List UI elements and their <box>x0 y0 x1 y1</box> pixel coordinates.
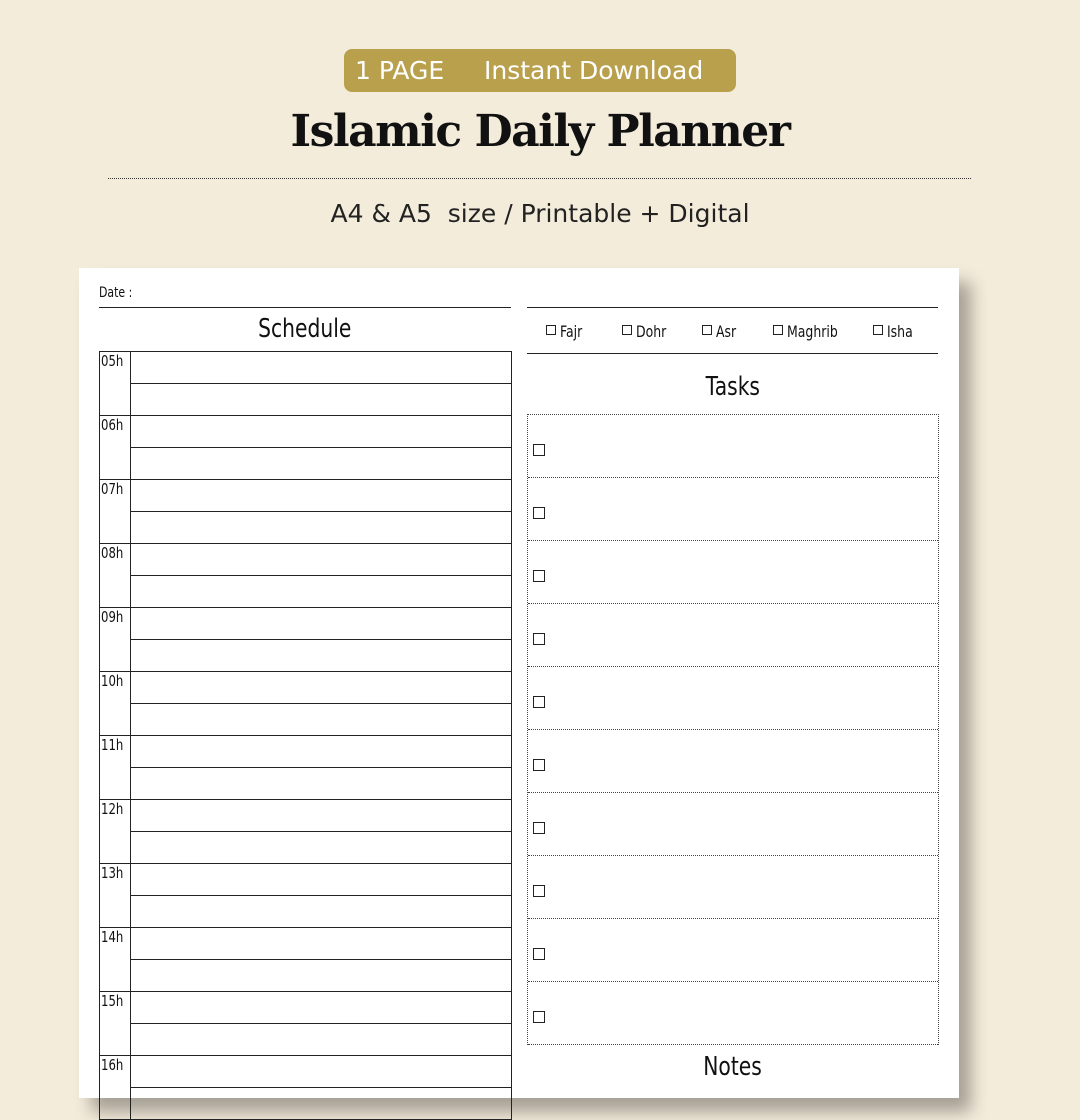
half-hour-line <box>131 639 511 640</box>
notes-title-text: Notes <box>703 1052 762 1082</box>
instant-download-badge <box>344 49 736 92</box>
hour-label: 10h <box>101 672 124 690</box>
half-hour-line <box>131 1023 511 1024</box>
hour-label-cell <box>100 1056 131 1119</box>
checkbox-icon[interactable] <box>533 948 545 960</box>
half-hour-line <box>131 831 511 832</box>
hour-label-cell <box>100 800 131 863</box>
checkbox-icon[interactable] <box>873 325 883 335</box>
schedule-hour-row <box>100 416 511 480</box>
schedule-hour-row <box>100 672 511 736</box>
hour-label: 15h <box>101 992 124 1010</box>
schedule-hour-row <box>100 736 511 800</box>
half-hour-line <box>131 703 511 704</box>
hour-label: 07h <box>101 480 124 498</box>
schedule-hour-row <box>100 608 511 672</box>
schedule-grid <box>99 351 512 1120</box>
checkbox-icon[interactable] <box>702 325 712 335</box>
schedule-title <box>99 314 511 344</box>
half-hour-line <box>131 447 511 448</box>
tasks-title <box>527 372 938 402</box>
schedule-hour-row <box>100 800 511 864</box>
checkbox-icon[interactable] <box>533 759 545 771</box>
schedule-hour-row <box>100 352 511 416</box>
hour-label-cell <box>100 864 131 927</box>
checkbox-icon[interactable] <box>533 822 545 834</box>
schedule-hour-row <box>100 480 511 544</box>
task-row[interactable] <box>528 604 938 667</box>
half-hour-line <box>131 383 511 384</box>
page-count-label: 1 PAGE <box>355 56 445 85</box>
hour-label: 08h <box>101 544 124 562</box>
date-line <box>99 307 511 308</box>
task-row[interactable] <box>528 982 938 1045</box>
prayer-top-rule <box>527 307 938 308</box>
task-row[interactable] <box>528 856 938 919</box>
half-hour-line <box>131 767 511 768</box>
schedule-hour-row <box>100 1056 511 1120</box>
hour-label: 11h <box>101 736 124 754</box>
hour-label-cell <box>100 608 131 671</box>
task-row[interactable] <box>528 793 938 856</box>
hour-label-cell <box>100 544 131 607</box>
hour-label-cell <box>100 672 131 735</box>
hour-label: 06h <box>101 416 124 434</box>
schedule-hour-row <box>100 928 511 992</box>
hour-label: 13h <box>101 864 124 882</box>
checkbox-icon[interactable] <box>773 325 783 335</box>
task-row[interactable] <box>528 541 938 604</box>
task-row[interactable] <box>528 730 938 793</box>
hour-label-cell <box>100 416 131 479</box>
hour-label: 16h <box>101 1056 124 1074</box>
hour-label-cell <box>100 352 131 415</box>
checkbox-icon[interactable] <box>533 444 545 456</box>
title-divider <box>108 178 971 179</box>
task-row[interactable] <box>528 919 938 982</box>
half-hour-line <box>131 959 511 960</box>
prayer-bottom-rule <box>527 353 938 354</box>
schedule-hour-row <box>100 544 511 608</box>
tasks-title-text: Tasks <box>705 372 760 402</box>
prayer-label: Asr <box>716 322 737 341</box>
schedule-hour-row <box>100 864 511 928</box>
hour-label: 09h <box>101 608 124 626</box>
task-row[interactable] <box>528 415 938 478</box>
checkbox-icon[interactable] <box>533 696 545 708</box>
checkbox-icon[interactable] <box>533 1011 545 1023</box>
half-hour-line <box>131 1087 511 1088</box>
task-row[interactable] <box>528 667 938 730</box>
page-title: Islamic Daily Planner <box>290 106 790 157</box>
subtitle: A4 & A5 size / Printable + Digital <box>330 199 750 228</box>
hour-label: 05h <box>101 352 124 370</box>
date-label: Date : <box>99 285 133 301</box>
checkbox-icon[interactable] <box>533 570 545 582</box>
prayer-label: Maghrib <box>787 322 838 341</box>
notes-title <box>527 1052 938 1082</box>
hour-label-cell <box>100 928 131 991</box>
task-list <box>527 414 939 1045</box>
prayer-label: Isha <box>887 322 913 341</box>
schedule-hour-row <box>100 992 511 1056</box>
prayer-label: Fajr <box>560 322 583 341</box>
half-hour-line <box>131 575 511 576</box>
schedule-title-text: Schedule <box>258 314 352 344</box>
instant-download-label: Instant Download <box>484 56 704 85</box>
half-hour-line <box>131 895 511 896</box>
checkbox-icon[interactable] <box>533 633 545 645</box>
half-hour-line <box>131 511 511 512</box>
hour-label: 12h <box>101 800 124 818</box>
hour-label-cell <box>100 992 131 1055</box>
checkbox-icon[interactable] <box>546 325 556 335</box>
hour-label-cell <box>100 736 131 799</box>
hour-label-cell <box>100 480 131 543</box>
checkbox-icon[interactable] <box>533 885 545 897</box>
checkbox-icon[interactable] <box>622 325 632 335</box>
checkbox-icon[interactable] <box>533 507 545 519</box>
prayer-label: Dohr <box>636 322 667 341</box>
planner-sheet <box>79 268 959 1098</box>
task-row[interactable] <box>528 478 938 541</box>
hour-label: 14h <box>101 928 124 946</box>
